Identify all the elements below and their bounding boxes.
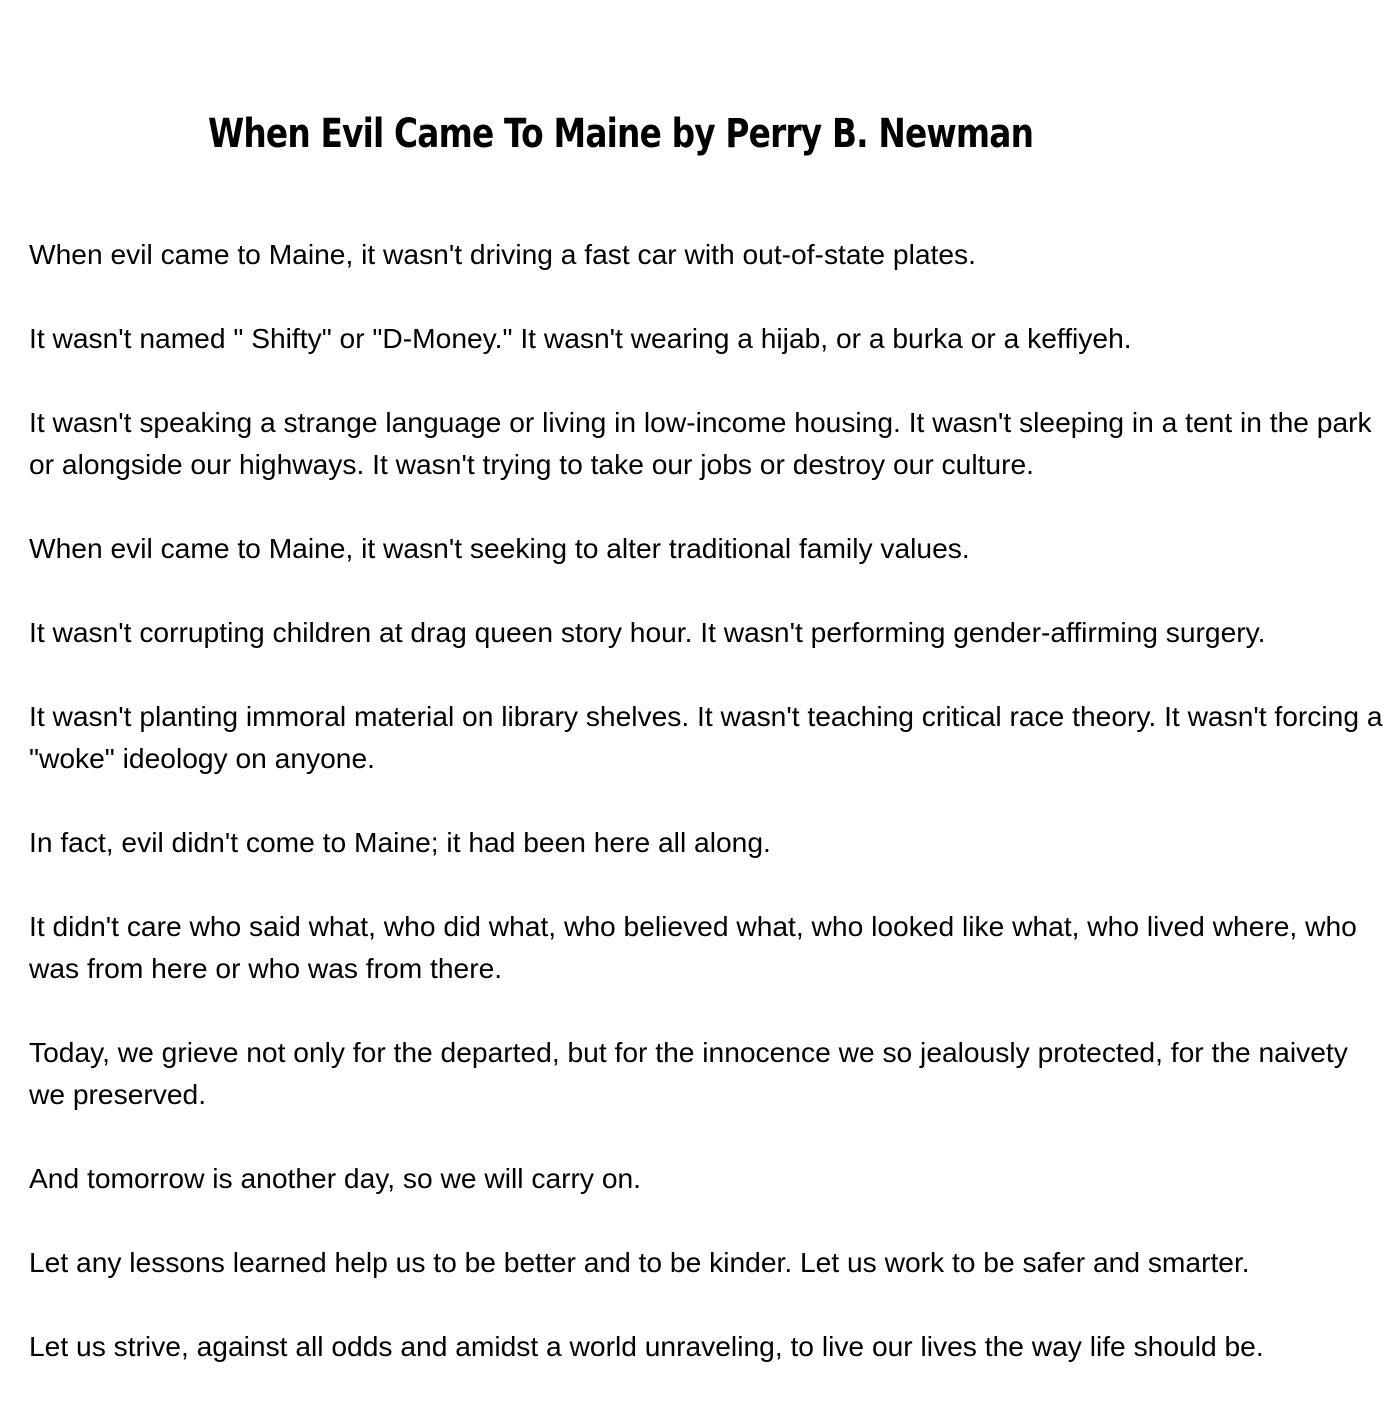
paragraph: In fact, evil didn't come to Maine; it had been here all along.	[29, 826, 771, 858]
paragraph: It wasn't speaking a strange language or living in low-income housing. It wasn't sleeping in a tent in the park or alongside our highways. It wasn't trying to take our jobs or destroy our culture.	[29, 406, 1372, 480]
paragraph: It wasn't planting immoral material on library shelves. It wasn't teaching critical race theory. It wasn't forcing a "woke" ideology on anyone.	[29, 700, 1383, 774]
paragraph: Today, we grieve not only for the departed, but for the innocence we so jealously protected, for the naivety we preserved.	[29, 1036, 1348, 1110]
document-title: When Evil Came To Maine by Perry B. Newman	[208, 111, 1034, 157]
paragraph: Let any lessons learned help us to be better and to be kinder. Let us work to be safer and smarter.	[29, 1246, 1250, 1278]
paragraph: It wasn't corrupting children at drag queen story hour. It wasn't performing gender-affirming surgery.	[29, 616, 1266, 648]
paragraph: It didn't care who said what, who did what, who believed what, who looked like what, who lived where, who was from here or who was from there.	[29, 910, 1357, 984]
paragraph: And tomorrow is another day, so we will carry on.	[29, 1162, 642, 1194]
paragraph: When evil came to Maine, it wasn't seeking to alter traditional family values.	[29, 532, 970, 564]
document-body	[29, 233, 1389, 1409]
paragraph: Let us strive, against all odds and amidst a world unraveling, to live our lives the way life should be.	[29, 1330, 1264, 1362]
paragraph: When evil came to Maine, it wasn't driving a fast car with out-of-state plates.	[29, 238, 976, 270]
paragraph: It wasn't named " Shifty" or "D-Money." It wasn't wearing a hijab, or a burka or a keffiyeh.	[29, 322, 1132, 354]
